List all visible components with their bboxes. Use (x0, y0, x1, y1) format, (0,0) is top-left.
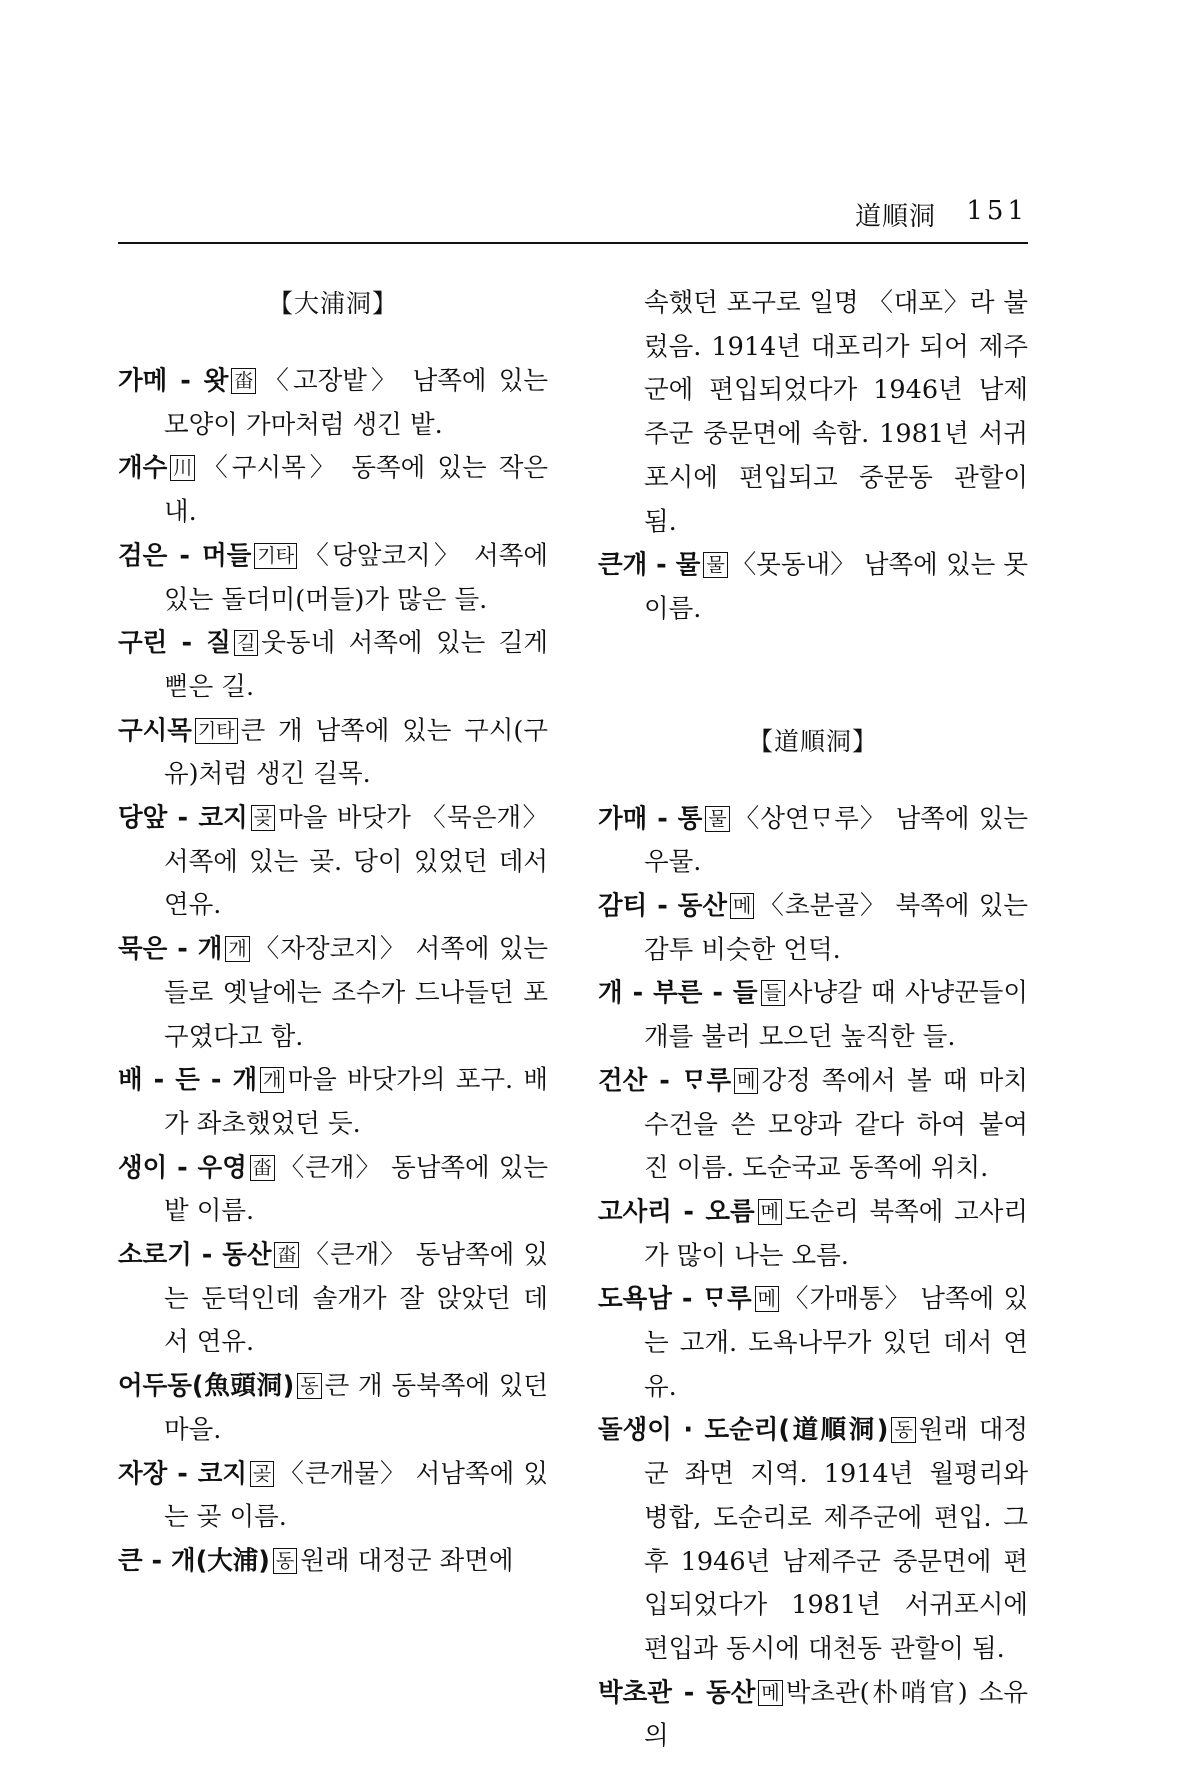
spacer (598, 764, 1028, 798)
entry-category-tag: 기타 (195, 718, 238, 744)
entry-headword: 자장 - 코지 (118, 1458, 247, 1489)
entry-definition: 〈못동내〉 남쪽에 있는 못 이름. (644, 550, 1037, 624)
dictionary-entry (598, 972, 1037, 1059)
entry-headword: 큰개 - 물 (598, 550, 701, 581)
entry-category-tag: 들 (761, 980, 785, 1006)
entry-category-tag: 川 (170, 455, 195, 481)
entry-category-tag: 메 (734, 1068, 758, 1094)
dictionary-entry (118, 928, 557, 1059)
entry-headword: 돌생이 · 도순리(道順洞) (598, 1415, 889, 1446)
continued-entry-text: 속했던 포구로 일명 〈대포〉라 불렀음. 1914년 대포리가 되어 제주군에 편입되었다가 1946년 남제주군 중문면에 속함. 1981년 서귀포시에 편입되고 중문동 관할이 됨. (644, 288, 1037, 537)
section-title-dosun: 【道順洞】 (747, 726, 878, 756)
running-header (118, 196, 1028, 236)
entry-definition: 박초관(朴哨官) 소유의 (644, 1677, 1028, 1752)
entry-definition: 〈자장코지〉 서쪽에 있는 들로 옛날에는 조수가 드나들던 포구였다고 함. (164, 934, 557, 1052)
running-header-title: 道順洞 (854, 202, 936, 232)
entry-definition: 원래 대정군 좌면에 (300, 1545, 514, 1576)
spacer (118, 326, 548, 360)
entry-definition: 마을 바닷가의 포구. 배가 좌초했었던 듯. (164, 1065, 549, 1139)
entry-definition: 〈큰개물〉 서남쪽에 있는 곶 이름. (164, 1458, 548, 1533)
dictionary-entry (118, 1059, 548, 1146)
entry-definition: 사냥갈 때 사냥꾼들이 개를 불러 모으던 높직한 들. (644, 978, 1037, 1053)
entry-definition: 〈고장밭〉 남쪽에 있는 모양이 가마처럼 생긴 밭. (164, 366, 557, 440)
entry-definition: 강정 쪽에서 볼 때 마치 수건을 쓴 모양과 같다 하여 붙여진 이름. 도순국교 동쪽에 위치. (644, 1065, 1037, 1184)
entry-headword: 가매 - 통 (598, 803, 703, 834)
entry-category-tag: 동 (273, 1548, 297, 1574)
entry-headword: 박초관 - 동산 (598, 1677, 756, 1708)
entry-category-tag: 메 (758, 1199, 782, 1225)
dictionary-entry (118, 622, 557, 709)
dictionary-entry (118, 535, 557, 622)
header-rule (118, 242, 1028, 244)
entry-category-tag: 길 (234, 630, 258, 656)
entry-category-tag: 기타 (254, 543, 297, 569)
right-column (598, 282, 1037, 1759)
dictionary-entry (598, 1060, 1037, 1191)
entry-category-tag: 畓 (231, 368, 256, 394)
entry-category-tag: 畓 (250, 1155, 275, 1181)
dictionary-entry (598, 1409, 1037, 1671)
entry-headword: 고사리 - 오름 (598, 1196, 755, 1227)
dictionary-entry (118, 360, 557, 447)
dictionary-entry (118, 1234, 548, 1365)
entry-definition: 〈가매통〉 남쪽에 있는 고개. 도욕나무가 있던 데서 연유. (644, 1284, 1028, 1402)
entry-category-tag: 동 (297, 1373, 321, 1399)
entry-category-tag: 메 (730, 893, 754, 919)
entry-definition: 도순리 북쪽에 고사리가 많이 나는 오름. (644, 1196, 1028, 1271)
entry-headword: 구린 - 질 (118, 628, 231, 659)
dictionary-entry (118, 1453, 548, 1540)
dictionary-entry (118, 1540, 548, 1584)
entry-definition: 큰 개 동북쪽에 있던 마을. (164, 1371, 557, 1445)
left-entry-list (118, 360, 557, 1584)
dictionary-entry (118, 1365, 557, 1452)
entry-category-tag: 곶 (250, 1461, 274, 1487)
entry-headword: 생이 - 우영 (118, 1152, 247, 1183)
entry-headword: 어두동(魚頭洞) (118, 1371, 295, 1402)
entry-headword: 감티 - 동산 (598, 891, 727, 922)
section-title-daepo: 【大浦洞】 (267, 289, 398, 318)
entry-headword: 개 - 부른 - 들 (598, 978, 758, 1009)
entry-headword: 개수 (118, 453, 168, 484)
entry-definition: 큰 개 남쪽에 있는 구시(구유)처럼 생긴 길목. (164, 715, 548, 790)
entry-headword: 검은 - 머들 (118, 540, 252, 571)
right-entry-list-b (598, 798, 1037, 1759)
dictionary-entry (118, 710, 548, 797)
entry-category-tag: 개 (260, 1067, 284, 1093)
entry-category-tag: 물 (705, 806, 729, 832)
entry-definition: 마을 바닷가 〈묵은개〉 서쪽에 있는 곶. 당이 있었던 데서 연유. (164, 803, 557, 921)
entry-headword: 묵은 - 개 (118, 934, 223, 965)
entry-definition: 〈초분골〉 북쪽에 있는 감투 비슷한 언덕. (644, 891, 1037, 965)
page-number: 151 (966, 196, 1028, 226)
entry-headword: 배 - 든 - 개 (118, 1065, 258, 1096)
dictionary-entry (598, 1278, 1028, 1409)
entry-definition: 원래 대정군 좌면 지역. 1914년 월평리와 병합, 도순리로 제주군에 편입. 그 후 1946년 남제주군 중문면에 편입되었다가 1981년 서귀포시에 편입과 동시에 대천동 관할이 됨. (644, 1415, 1037, 1664)
entry-definition: 웃동네 서쪽에 있는 길게 뻗은 길. (164, 628, 557, 702)
entry-headword: 당앞 - 코지 (118, 803, 248, 834)
entry-headword: 건산 - ᄆᆞ루 (598, 1065, 732, 1096)
entry-headword: 큰 - 개(大浦) (118, 1545, 270, 1576)
dictionary-entry (598, 1672, 1028, 1759)
entry-headword: 도욕남 - ᄆᆞ루 (598, 1284, 752, 1315)
dictionary-entry (118, 1147, 557, 1234)
dictionary-entry (118, 447, 557, 534)
entry-definition: 〈당앞코지〉 서쪽에 있는 돌더미(머들)가 많은 들. (164, 540, 557, 615)
entry-definition: 〈상연ᄆᆞ루〉 남쪽에 있는 우물. (644, 803, 1037, 878)
left-column (118, 282, 557, 1584)
entry-headword: 구시목 (118, 715, 192, 746)
entry-category-tag: 메 (758, 1680, 782, 1706)
entry-category-tag: 畓 (274, 1242, 299, 1268)
dictionary-entry (598, 544, 1037, 631)
spacer (598, 632, 1028, 720)
entry-headword: 가메 - 왓 (118, 366, 229, 396)
entry-definition: 〈구시목〉 동쪽에 있는 작은 내. (164, 453, 557, 528)
entry-headword: 소로기 - 동산 (118, 1240, 272, 1271)
entry-definition: 〈큰개〉 동남쪽에 있는 밭 이름. (164, 1152, 557, 1227)
dictionary-entry (598, 885, 1037, 972)
dictionary-entry (118, 797, 557, 928)
entry-definition: 〈큰개〉 동남쪽에 있는 둔덕인데 솔개가 잘 앉았던 데서 연유. (164, 1240, 548, 1358)
right-entry-list-a (598, 544, 1037, 631)
dictionary-entry (598, 798, 1037, 885)
entry-category-tag: 개 (225, 936, 249, 962)
entry-category-tag: 물 (703, 552, 727, 578)
entry-category-tag: 동 (891, 1417, 915, 1443)
entry-category-tag: 곶 (251, 805, 275, 831)
dictionary-entry (598, 1191, 1028, 1278)
entry-category-tag: 메 (755, 1286, 779, 1312)
